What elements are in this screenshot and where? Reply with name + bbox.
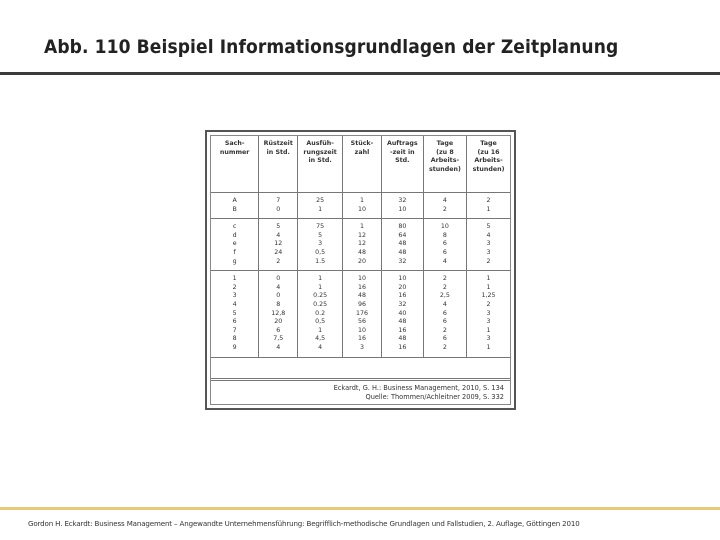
table-row-group-2 [211, 219, 510, 271]
header-sachnummer: Sach- nummer [211, 136, 259, 193]
time-planning-table [211, 136, 510, 358]
header-tage-16: Tage (zu 16 Arbeits- stunden) [467, 136, 510, 193]
table-frame [210, 135, 511, 405]
table-cell: 32 10 [381, 193, 423, 219]
table-cell: 2 2 2,5 4 6 6 2 6 2 [423, 271, 466, 357]
table-figure [205, 130, 516, 410]
table-cell: 7 0 [259, 193, 298, 219]
table-cell: 1 10 [343, 193, 382, 219]
table-cell: 2 1 [467, 193, 510, 219]
header-auftragszeit: Auftrags -zeit in Std. [381, 136, 423, 193]
header-tage-8: Tage (zu 8 Arbeits- stunden) [423, 136, 466, 193]
table-cell: A B [211, 193, 259, 219]
table-source [211, 378, 510, 404]
table-cell: 75 5 3 0,5 1.5 [298, 219, 343, 271]
slide-title: Abb. 110 Beispiel Informationsgrundlagen der Zeitplanung [44, 36, 619, 58]
table-cell: 25 1 [298, 193, 343, 219]
table-cell: 1 2 3 4 5 6 7 8 9 [211, 271, 259, 357]
table-cell: 1 12 12 48 20 [343, 219, 382, 271]
table-header-row [211, 136, 510, 193]
title-divider [0, 72, 720, 75]
table-row-group-3 [211, 271, 510, 357]
footer-citation: Gordon H. Eckardt: Business Management – Angewandte Unternehmensführung: Begrifflich-methodische Grundlagen und Fallstudien, 2. Auflage, Göttingen 2010 [28, 519, 580, 528]
table-cell: 5 4 12 24 2 [259, 219, 298, 271]
header-ruestzeit: Rüstzeit in Std. [259, 136, 298, 193]
table-cell: c d e f g [211, 219, 259, 271]
table-cell: 10 8 6 6 4 [423, 219, 466, 271]
header-ausfuehrungszeit: Ausfüh- rungszeit in Std. [298, 136, 343, 193]
footer-divider [0, 507, 720, 510]
header-stueckzahl: Stück- zahl [343, 136, 382, 193]
table-row-group-1 [211, 193, 510, 219]
table-cell: 4 2 [423, 193, 466, 219]
table-cell: 10 16 48 96 176 56 10 16 3 [343, 271, 382, 357]
source-line: Eckardt, G. H.: Business Management, 2010, S. 134 [333, 384, 504, 392]
table-cell: 10 20 16 32 40 48 16 48 16 [381, 271, 423, 357]
table-cell: 1 1 0.25 0.25 0.2 0,5 1 4,5 4 [298, 271, 343, 357]
table-cell: 1 1 1,25 2 3 3 1 3 1 [467, 271, 510, 357]
source-line: Quelle: Thommen/Achleitner 2009, S. 332 [365, 393, 504, 401]
table-cell: 80 64 48 48 32 [381, 219, 423, 271]
table-cell: 0 4 0 8 12,8 20 6 7,5 4 [259, 271, 298, 357]
table-cell: 5 4 3 3 2 [467, 219, 510, 271]
